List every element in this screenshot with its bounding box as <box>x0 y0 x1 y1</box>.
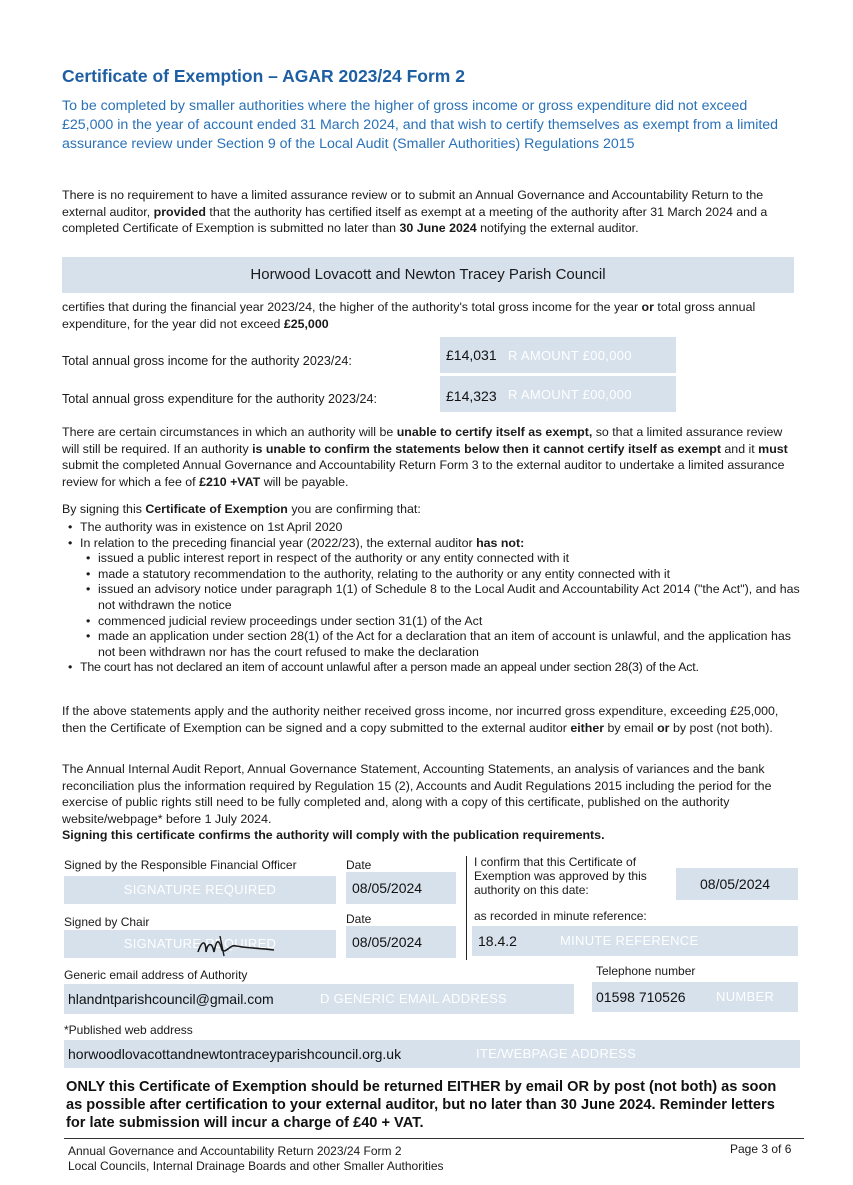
income-value: £14,031 <box>446 347 497 363</box>
phone-field[interactable] <box>592 982 798 1012</box>
web-address-placeholder: ITE/WEBPAGE ADDRESS <box>476 1046 637 1061</box>
vertical-divider <box>466 856 467 960</box>
minute-reference-label: as recorded in minute reference: <box>474 909 647 923</box>
income-placeholder: R AMOUNT £00,000 <box>508 348 632 363</box>
web-address-value: horwoodlovacottandnewtontraceyparishcouncil.org.uk <box>68 1046 402 1062</box>
email-value: hlandntparishcouncil@gmail.com <box>68 991 274 1007</box>
rfo-date-field[interactable] <box>346 872 456 904</box>
approval-confirm-label: I confirm that this Certificate of Exemption was approved by this authority on this date: <box>474 855 647 897</box>
minute-reference-value: 18.4.2 <box>478 933 517 949</box>
list-item: • The authority was in existence on 1st April 2020 <box>80 520 801 536</box>
phone-label: Telephone number <box>596 964 696 978</box>
list-item: • The court has not declared an item of account unlawful after a person made an appeal under section 28(3) of the Act. <box>80 660 801 676</box>
phone-value: 01598 710526 <box>596 989 686 1005</box>
chair-signature-scribble <box>192 932 282 958</box>
list-item: • In relation to the preceding financial year (2022/23), the external auditor has not: • issued a public interest report in respect of the authority or any entity connected with it • made a statutory recommendation to the authority, relating to the authority or any entity connected with it • issued an advisory notice under paragraph 1(1) of Schedule 8 to the Local Audit and Accountability Act 2014 ("the Act"), and has not withdrawn the notice • commenced judicial review proceedings under section 31(1) of the Act • made an application under section 28(1) of the Act for a declaration that an item of account is unlawful, and the application has not been withdrawn nor has the court refused to make the declaration <box>80 536 801 661</box>
phone-placeholder: NUMBER <box>716 989 775 1004</box>
approval-date-value: 08/05/2024 <box>700 876 771 892</box>
web-label: *Published web address <box>64 1023 193 1037</box>
page-title: Certificate of Exemption – AGAR 2023/24 Form 2 <box>62 66 465 86</box>
page-subtitle: To be completed by smaller authorities where the higher of gross income or gross expenditure did not exceed £25,000 in the year of account ended 31 March 2024, and that wish to certify themselves as exempt from a limited assurance review under Section 9 of the Local Audit (Smaller Authorities) Regulations 2015 <box>62 98 779 152</box>
page-number: Page 3 of 6 <box>730 1142 792 1156</box>
chair-date-field[interactable] <box>346 926 456 958</box>
footer-divider <box>64 1138 804 1139</box>
circumstances-paragraph: There are certain circumstances in which an authority will be unable to certify itself as exempt, so that a limited assurance review will still be required. If an authority is unable to confirm the statements below then it cannot certify itself as exempt and it must submit the completed Annual Governance and Accountability Return Form 3 to the external auditor to undertake a limited assurance review for which a fee of £210 +VAT will be payable. <box>62 425 788 489</box>
expenditure-field[interactable] <box>440 376 676 412</box>
conditions-list <box>66 520 801 676</box>
chair-date-label: Date <box>346 912 372 926</box>
rfo-signature-label: Signed by the Responsible Financial Officer <box>64 858 297 872</box>
expenditure-value: £14,323 <box>446 388 497 404</box>
chair-date-value: 08/05/2024 <box>352 934 423 950</box>
authority-name-field[interactable] <box>62 257 794 293</box>
submission-notice: ONLY this Certificate of Exemption should be returned EITHER by email OR by post (not both) as soon as possible after certification to your external auditor, but no later than 30 June 2024. Reminder letters for late submission will incur a charge of £40 + VAT. <box>66 1079 777 1131</box>
rfo-date-value: 08/05/2024 <box>352 880 423 896</box>
list-item: • issued a public interest report in respect of the authority or any entity connected with it <box>98 551 801 567</box>
list-item: • commenced judicial review proceedings under section 31(1) of the Act <box>98 614 801 630</box>
chair-signature-field[interactable] <box>64 930 336 958</box>
list-item: • made a statutory recommendation to the authority, relating to the authority or any entity connected with it <box>98 567 801 583</box>
income-label: Total annual gross income for the authority 2023/24: <box>62 354 352 368</box>
web-address-field[interactable] <box>64 1040 800 1068</box>
email-label: Generic email address of Authority <box>64 968 248 982</box>
approval-date-field[interactable] <box>676 868 798 900</box>
list-item: • made an application under section 28(1) of the Act for a declaration that an item of account is unlawful, and the application has not been withdrawn nor has the court refused to make the declaration <box>98 629 801 660</box>
minute-reference-field[interactable] <box>472 926 798 956</box>
chair-signature-label: Signed by Chair <box>64 915 150 929</box>
income-field[interactable] <box>440 337 676 373</box>
rfo-date-label: Date <box>346 858 372 872</box>
rfo-signature-placeholder: SIGNATURE REQUIRED <box>123 882 277 897</box>
footer-text: Annual Governance and Accountability Return 2023/24 Form 2 Local Councils, Internal Drainage Boards and other Smaller Authorities <box>68 1144 444 1173</box>
expenditure-label: Total annual gross expenditure for the authority 2023/24: <box>62 392 378 406</box>
certifies-paragraph: certifies that during the financial year 2023/24, the higher of the authority's total gross income for the year or total gross annual expenditure, for the year did not exceed £25,000 <box>62 300 756 331</box>
minute-reference-placeholder: MINUTE REFERENCE <box>560 933 699 948</box>
intro-paragraph: There is no requirement to have a limited assurance review or to submit an Annual Governance and Accountability Return to the external auditor, provided that the authority has certified itself as exempt at a meeting of the authority after 31 March 2024 and a completed Certificate of Exemption is submitted no later than 30 June 2024 notifying the external auditor. <box>62 188 768 235</box>
chair-signature-placeholder: SIGNATURE REQUIRED <box>123 936 277 951</box>
rfo-signature-field[interactable] <box>64 876 336 904</box>
internal-audit-paragraph: The Annual Internal Audit Report, Annual Governance Statement, Accounting Statements, an analysis of variances and the bank reconciliation plus the information required by Regulation 15 (2), Accounts and Audit Regulations 2015 including the period for the exercise of public rights still need to be fully completed and, along with a copy of this certificate, published on the authority website/webpage* before 1 July 2024. Signing this certificate confirms the authority will comply with the publication requirements. <box>62 762 772 842</box>
list-item: • issued an advisory notice under paragraph 1(1) of Schedule 8 to the Local Audit and Accountability Act 2014 ("the Act"), and has not withdrawn the notice <box>98 582 801 613</box>
authority-name: Horwood Lovacott and Newton Tracey Parish Council <box>250 266 606 283</box>
statements-paragraph: If the above statements apply and the authority neither received gross income, nor incurred gross expenditure, exceeding £25,000, then the Certificate of Exemption can be signed and a copy submitted to the external auditor either by email or by post (not both). <box>62 704 779 735</box>
email-placeholder: D GENERIC EMAIL ADDRESS <box>320 991 508 1006</box>
email-field[interactable] <box>64 984 574 1014</box>
confirming-line: By signing this Certificate of Exemption you are confirming that: <box>62 502 421 516</box>
expenditure-placeholder: R AMOUNT £00,000 <box>508 387 632 402</box>
